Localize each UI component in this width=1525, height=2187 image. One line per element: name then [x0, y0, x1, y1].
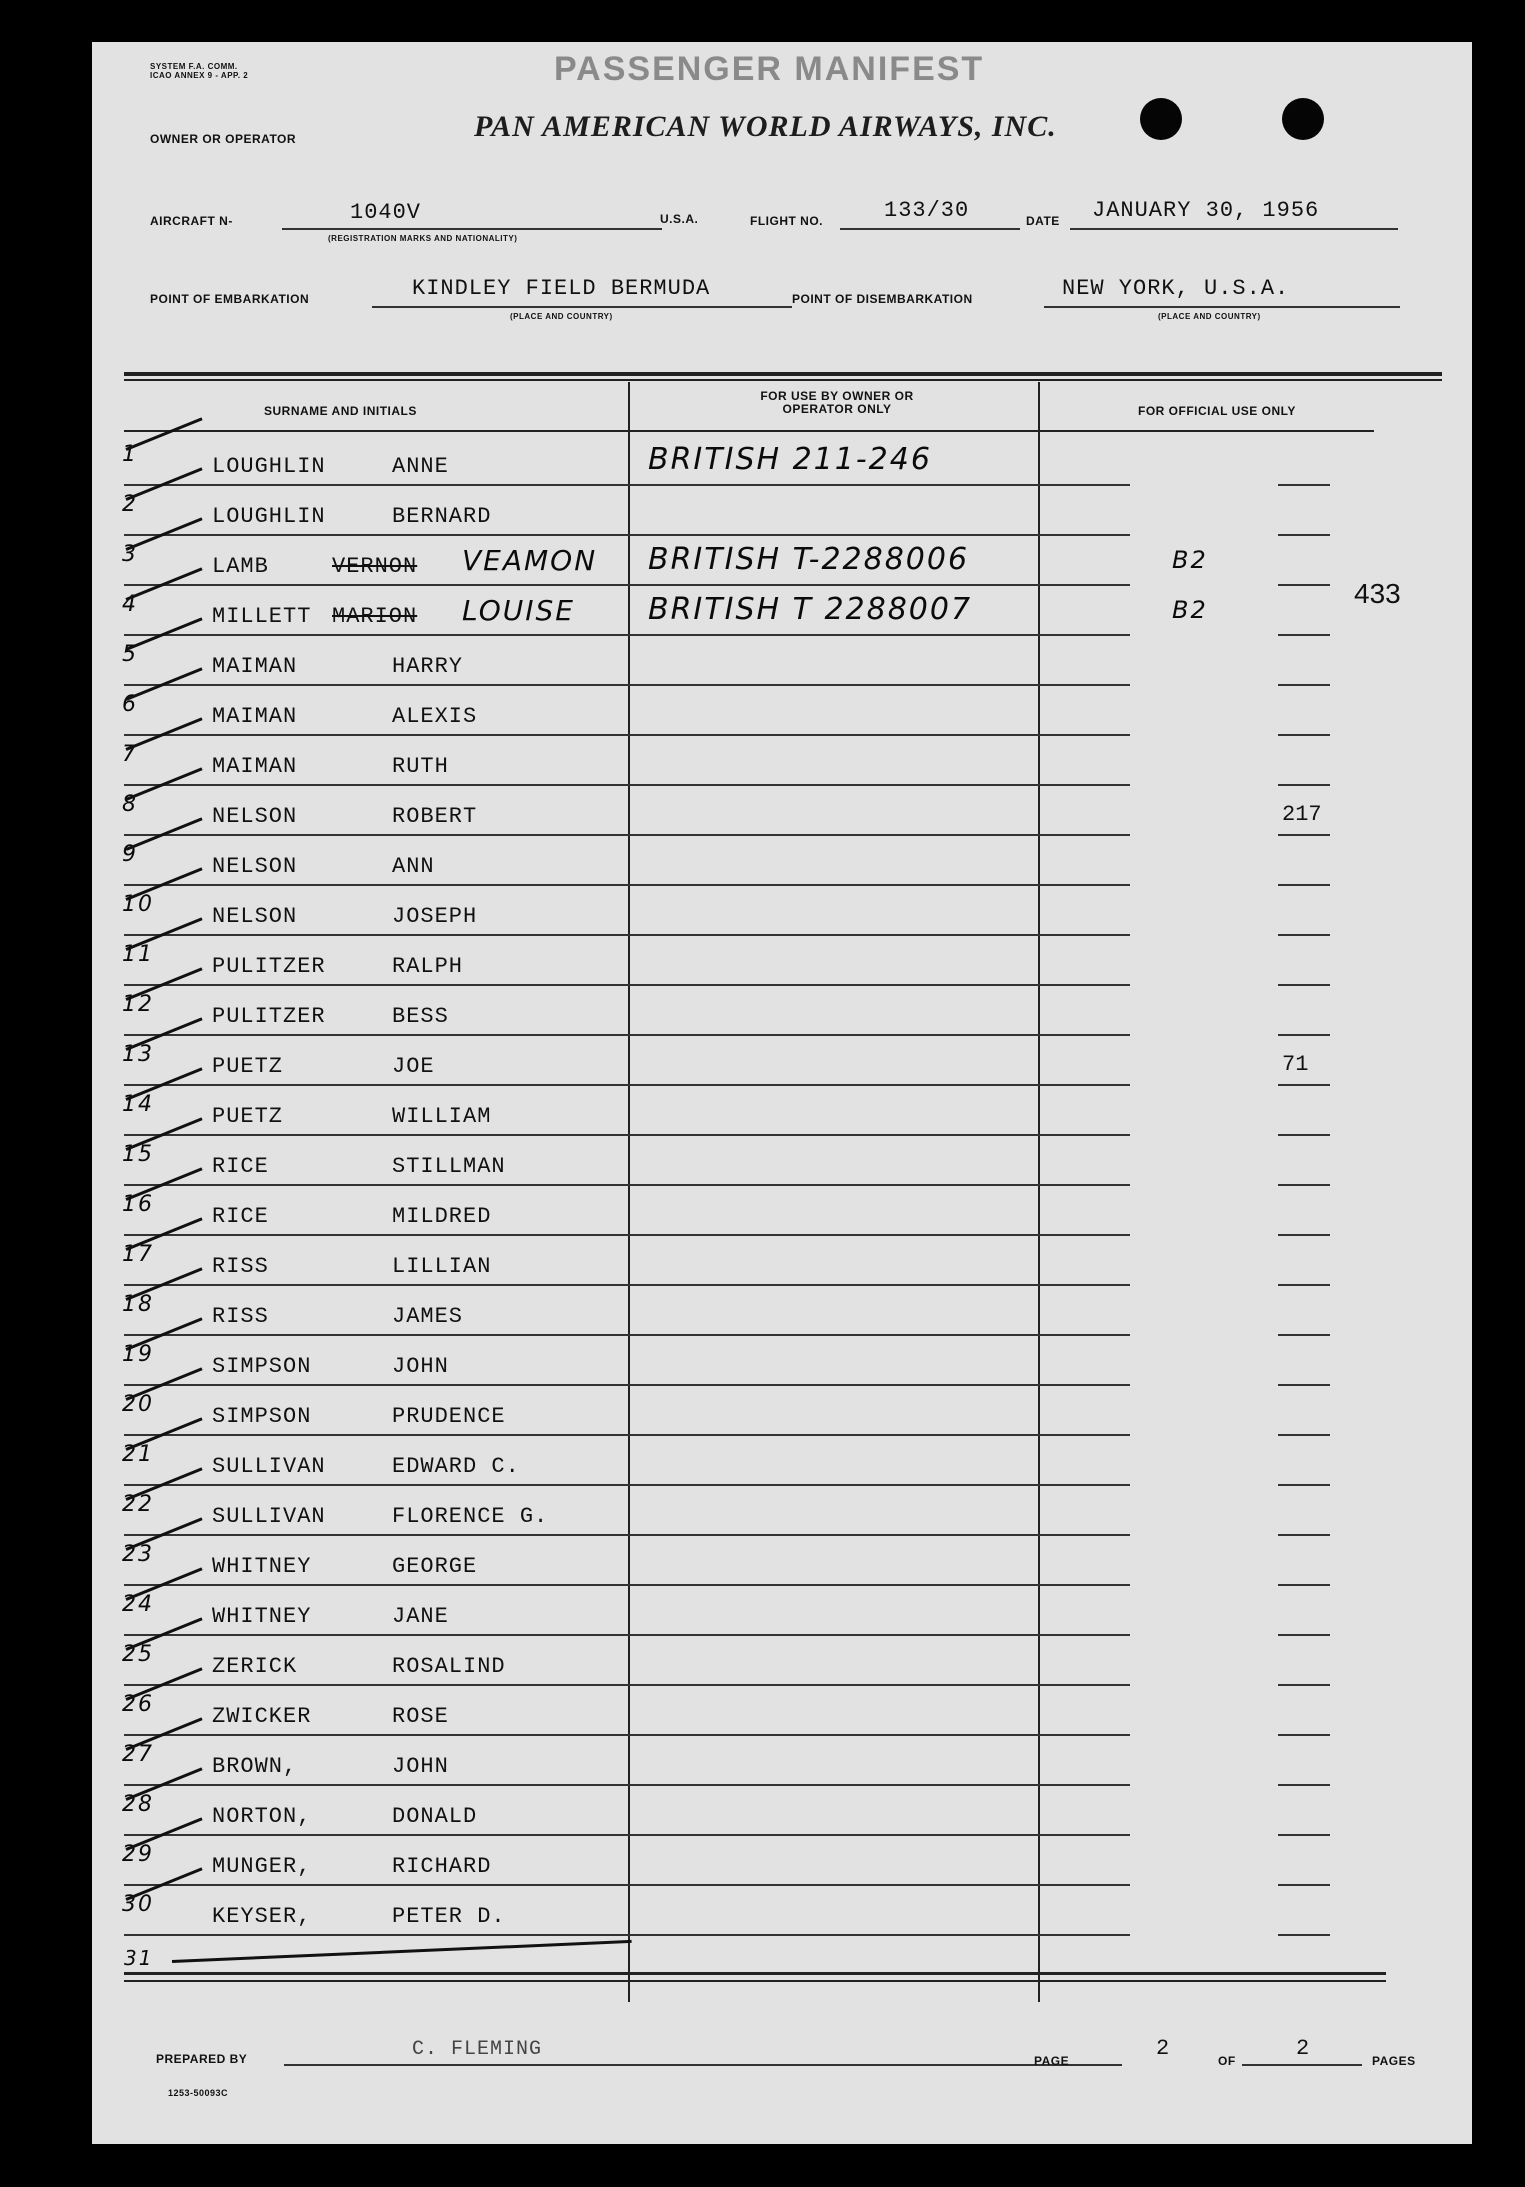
- row-underline: [124, 1584, 1130, 1586]
- official-dash: [1278, 1634, 1330, 1636]
- row-number: 5: [122, 642, 138, 667]
- given-name: RALPH: [392, 954, 464, 979]
- given-name: PETER D.: [392, 1904, 506, 1929]
- surname: MAIMAN: [212, 754, 298, 779]
- row-underline: [124, 484, 1130, 486]
- official-dash: [1278, 534, 1330, 536]
- given-name-handwritten: LOUISE: [462, 594, 575, 627]
- given-name: HARRY: [392, 654, 464, 679]
- table-row: [92, 1740, 1472, 1790]
- given-name: WILLIAM: [392, 1104, 492, 1129]
- table-row: [92, 1090, 1472, 1140]
- row-number: 4: [122, 592, 138, 617]
- given-name: LILLIAN: [392, 1254, 492, 1279]
- table-row: [92, 1040, 1472, 1090]
- official-dash: [1278, 1534, 1330, 1536]
- official-dash: [1278, 1784, 1330, 1786]
- disembarkation-underline: [1044, 306, 1400, 308]
- given-name: EDWARD C.: [392, 1454, 520, 1479]
- row-number: 6: [122, 692, 138, 717]
- official-use-entry: 217: [1282, 802, 1322, 827]
- row-underline: [124, 1884, 1130, 1886]
- row-underline: [124, 584, 1130, 586]
- row-number: 2: [122, 492, 138, 517]
- table-row: [92, 540, 1472, 590]
- row-number: 14: [122, 1092, 154, 1117]
- embarkation-underline: [372, 306, 792, 308]
- table-row: [92, 1840, 1472, 1890]
- surname: SIMPSON: [212, 1404, 312, 1429]
- official-dash: [1278, 1234, 1330, 1236]
- given-name: FLORENCE G.: [392, 1504, 549, 1529]
- official-dash: [1278, 1734, 1330, 1736]
- row-underline: [124, 1934, 1130, 1936]
- row-number: 16: [122, 1192, 154, 1217]
- surname: RISS: [212, 1254, 269, 1279]
- row-underline: [124, 1634, 1130, 1636]
- row-number: 9: [122, 842, 138, 867]
- col-header-name: SURNAME AND INITIALS: [264, 404, 417, 418]
- row-number: 10: [122, 892, 154, 917]
- surname: ZERICK: [212, 1654, 298, 1679]
- row-number: 13: [122, 1042, 154, 1067]
- surname: SULLIVAN: [212, 1504, 326, 1529]
- table-row: [92, 1490, 1472, 1540]
- row-number: 18: [122, 1292, 154, 1317]
- header-rule: [124, 430, 1374, 432]
- row-underline: [124, 1734, 1130, 1736]
- table-row: [92, 790, 1472, 840]
- total-pages: 2: [1296, 2036, 1311, 2061]
- aircraft-label: AIRCRAFT N-: [150, 214, 233, 228]
- official-dash: [1278, 934, 1330, 936]
- given-name: GEORGE: [392, 1554, 478, 1579]
- official-dash: [1278, 1034, 1330, 1036]
- table-row: [92, 1240, 1472, 1290]
- given-name: ANNE: [392, 454, 449, 479]
- pages-label: PAGES: [1372, 2054, 1416, 2068]
- row-number: 24: [122, 1592, 154, 1617]
- date-label: DATE: [1026, 214, 1060, 228]
- row-underline: [124, 1434, 1130, 1436]
- row-underline: [124, 1034, 1130, 1036]
- surname: RICE: [212, 1204, 269, 1229]
- row-number: 1: [122, 442, 138, 467]
- given-name: DONALD: [392, 1804, 478, 1829]
- table-row: [92, 1640, 1472, 1690]
- given-name: MILDRED: [392, 1204, 492, 1229]
- row-underline: [124, 1384, 1130, 1386]
- surname: MUNGER,: [212, 1854, 312, 1879]
- given-name: MARION: [332, 604, 418, 629]
- embarkation-caption: (PLACE AND COUNTRY): [510, 312, 613, 321]
- given-name: RICHARD: [392, 1854, 492, 1879]
- row-number: 22: [122, 1492, 154, 1517]
- given-name: ROBERT: [392, 804, 478, 829]
- row-underline: [124, 1684, 1130, 1686]
- surname: NELSON: [212, 854, 298, 879]
- row-underline: [124, 734, 1130, 736]
- row-underline: [124, 984, 1130, 986]
- col-header-official: FOR OFFICIAL USE ONLY: [1138, 404, 1296, 418]
- surname: LOUGHLIN: [212, 454, 326, 479]
- of-label: OF: [1218, 2054, 1236, 2068]
- end-row-number: 31: [124, 1946, 154, 1970]
- aircraft-underline: [282, 228, 662, 230]
- given-name: BESS: [392, 1004, 449, 1029]
- official-dash: [1278, 1434, 1330, 1436]
- official-dash: [1278, 1184, 1330, 1186]
- table-row: [92, 940, 1472, 990]
- row-underline: [124, 1084, 1130, 1086]
- printer-code: 1253-50093C: [168, 2088, 229, 2098]
- row-underline: [124, 1784, 1130, 1786]
- row-underline: [124, 1284, 1130, 1286]
- table-row: [92, 1290, 1472, 1340]
- row-underline: [124, 1834, 1130, 1836]
- row-number: 26: [122, 1692, 154, 1717]
- table-row: [92, 1190, 1472, 1240]
- page-title: PASSENGER MANIFEST: [554, 50, 985, 88]
- prepared-by-value: C. FLEMING: [412, 2038, 543, 2061]
- table-row: [92, 440, 1472, 490]
- row-number: 12: [122, 992, 154, 1017]
- table-row: [92, 690, 1472, 740]
- official-use-entry: B2: [1172, 596, 1208, 624]
- row-number: 20: [122, 1392, 154, 1417]
- form-code: SYSTEM F.A. COMM. ICAO ANNEX 9 - APP. 2: [150, 62, 249, 80]
- embarkation-value: KINDLEY FIELD BERMUDA: [412, 276, 711, 301]
- row-number: 29: [122, 1842, 154, 1867]
- date-underline: [1070, 228, 1398, 230]
- table-row: [92, 740, 1472, 790]
- date-value: JANUARY 30, 1956: [1092, 198, 1320, 223]
- surname: NELSON: [212, 804, 298, 829]
- operator-name: PAN AMERICAN WORLD AIRWAYS, INC.: [474, 110, 1057, 143]
- surname: PUETZ: [212, 1104, 284, 1129]
- surname: BROWN,: [212, 1754, 298, 1779]
- official-use-entry: 71: [1282, 1052, 1309, 1077]
- official-dash: [1278, 1934, 1330, 1936]
- surname: WHITNEY: [212, 1604, 312, 1629]
- row-underline: [124, 884, 1130, 886]
- check-mark: [125, 417, 202, 450]
- official-dash: [1278, 1834, 1330, 1836]
- owner-label: OWNER OR OPERATOR: [150, 132, 297, 146]
- given-name: RUTH: [392, 754, 449, 779]
- table-top-rule: [124, 379, 1442, 381]
- owner-use-entry: BRITISH 211-246: [648, 442, 932, 477]
- manifest-sheet: [92, 42, 1472, 2144]
- official-dash: [1278, 1084, 1330, 1086]
- row-underline: [124, 934, 1130, 936]
- given-name: BERNARD: [392, 504, 492, 529]
- table-row: [92, 990, 1472, 1040]
- official-dash: [1278, 1484, 1330, 1486]
- given-name: ROSALIND: [392, 1654, 506, 1679]
- row-underline: [124, 1334, 1130, 1336]
- table-row: [92, 1590, 1472, 1640]
- official-dash: [1278, 1334, 1330, 1336]
- row-underline: [124, 1534, 1130, 1536]
- official-dash: [1278, 1684, 1330, 1686]
- surname: RISS: [212, 1304, 269, 1329]
- surname: LAMB: [212, 554, 269, 579]
- surname: NELSON: [212, 904, 298, 929]
- table-row: [92, 1690, 1472, 1740]
- table-row: [92, 490, 1472, 540]
- row-number: 3: [122, 542, 138, 567]
- table-row: [92, 840, 1472, 890]
- given-name: JAMES: [392, 1304, 464, 1329]
- official-dash: [1278, 784, 1330, 786]
- col-header-owner: FOR USE BY OWNER OR OPERATOR ONLY: [760, 389, 914, 416]
- given-name: ALEXIS: [392, 704, 478, 729]
- surname: SULLIVAN: [212, 1454, 326, 1479]
- punch-hole: [1140, 98, 1182, 140]
- row-number: 19: [122, 1342, 154, 1367]
- surname: LOUGHLIN: [212, 504, 326, 529]
- given-name: ANN: [392, 854, 435, 879]
- given-name-handwritten: VEAMON: [462, 544, 598, 577]
- flight-underline: [840, 228, 1020, 230]
- surname: PUETZ: [212, 1054, 284, 1079]
- surname: MAIMAN: [212, 704, 298, 729]
- official-dash: [1278, 634, 1330, 636]
- row-underline: [124, 1134, 1130, 1136]
- table-bottom-rule: [124, 1980, 1386, 1982]
- disembarkation-value: NEW YORK, U.S.A.: [1062, 276, 1290, 301]
- table-row: [92, 1790, 1472, 1840]
- embarkation-label: POINT OF EMBARKATION: [150, 292, 310, 306]
- table-top-rule: [124, 372, 1442, 376]
- nationality: U.S.A.: [660, 212, 699, 226]
- aircraft-number: 1040V: [350, 200, 422, 225]
- official-dash: [1278, 1384, 1330, 1386]
- official-dash: [1278, 734, 1330, 736]
- row-underline: [124, 1234, 1130, 1236]
- row-number: 28: [122, 1792, 154, 1817]
- given-name: JANE: [392, 1604, 449, 1629]
- row-underline: [124, 634, 1130, 636]
- given-name: JOSEPH: [392, 904, 478, 929]
- row-number: 30: [122, 1892, 154, 1917]
- official-dash: [1278, 984, 1330, 986]
- given-name: JOHN: [392, 1354, 449, 1379]
- surname: MILLETT: [212, 604, 312, 629]
- table-row: [92, 1890, 1472, 1940]
- given-name: PRUDENCE: [392, 1404, 506, 1429]
- official-dash: [1278, 1134, 1330, 1136]
- surname: RICE: [212, 1154, 269, 1179]
- registration-caption: (REGISTRATION MARKS AND NATIONALITY): [328, 234, 518, 243]
- table-row: [92, 640, 1472, 690]
- table-row: [92, 1390, 1472, 1440]
- official-dash: [1278, 884, 1330, 886]
- table-row: [92, 1540, 1472, 1590]
- margin-note: 433: [1354, 578, 1401, 609]
- official-dash: [1278, 484, 1330, 486]
- table-row: [92, 890, 1472, 940]
- table-bottom-rule: [124, 1972, 1386, 1975]
- row-number: 25: [122, 1642, 154, 1667]
- row-underline: [124, 534, 1130, 536]
- official-dash: [1278, 1884, 1330, 1886]
- surname: SIMPSON: [212, 1354, 312, 1379]
- official-dash: [1278, 684, 1330, 686]
- surname: ZWICKER: [212, 1704, 312, 1729]
- row-underline: [124, 1484, 1130, 1486]
- surname: PULITZER: [212, 954, 326, 979]
- row-number: 7: [122, 742, 138, 767]
- given-name: ROSE: [392, 1704, 449, 1729]
- surname: WHITNEY: [212, 1554, 312, 1579]
- page-label: PAGE: [1034, 2054, 1070, 2068]
- row-number: 8: [122, 792, 138, 817]
- row-number: 17: [122, 1242, 154, 1267]
- closing-line: [172, 1940, 632, 1963]
- surname: PULITZER: [212, 1004, 326, 1029]
- surname: MAIMAN: [212, 654, 298, 679]
- flight-label: FLIGHT NO.: [750, 214, 823, 228]
- pages-underline: [1242, 2064, 1362, 2066]
- table-row: [92, 1440, 1472, 1490]
- row-underline: [124, 784, 1130, 786]
- page-number: 2: [1156, 2036, 1171, 2061]
- given-name: JOHN: [392, 1754, 449, 1779]
- official-dash: [1278, 1584, 1330, 1586]
- disembarkation-label: POINT OF DISEMBARKATION: [792, 292, 973, 306]
- owner-use-entry: BRITISH T 2288007: [648, 592, 973, 627]
- punch-hole: [1282, 98, 1324, 140]
- official-use-entry: B2: [1172, 546, 1208, 574]
- prepared-label: PREPARED BY: [156, 2052, 248, 2066]
- table-row: [92, 1140, 1472, 1190]
- row-number: 11: [122, 942, 154, 967]
- row-number: 27: [122, 1742, 154, 1767]
- row-underline: [124, 684, 1130, 686]
- surname: KEYSER,: [212, 1904, 312, 1929]
- row-number: 23: [122, 1542, 154, 1567]
- official-dash: [1278, 584, 1330, 586]
- table-row: [92, 1340, 1472, 1390]
- disembarkation-caption: (PLACE AND COUNTRY): [1158, 312, 1261, 321]
- table-row: [92, 578, 1472, 640]
- flight-number: 133/30: [884, 198, 970, 223]
- official-dash: [1278, 834, 1330, 836]
- given-name: STILLMAN: [392, 1154, 506, 1179]
- owner-use-entry: BRITISH T-2288006: [648, 542, 970, 577]
- prepared-underline: [284, 2064, 1122, 2066]
- given-name: VERNON: [332, 554, 418, 579]
- row-number: 15: [122, 1142, 154, 1167]
- row-underline: [124, 1184, 1130, 1186]
- row-underline: [124, 834, 1130, 836]
- given-name: JOE: [392, 1054, 435, 1079]
- row-number: 21: [122, 1442, 154, 1467]
- official-dash: [1278, 1284, 1330, 1286]
- surname: NORTON,: [212, 1804, 312, 1829]
